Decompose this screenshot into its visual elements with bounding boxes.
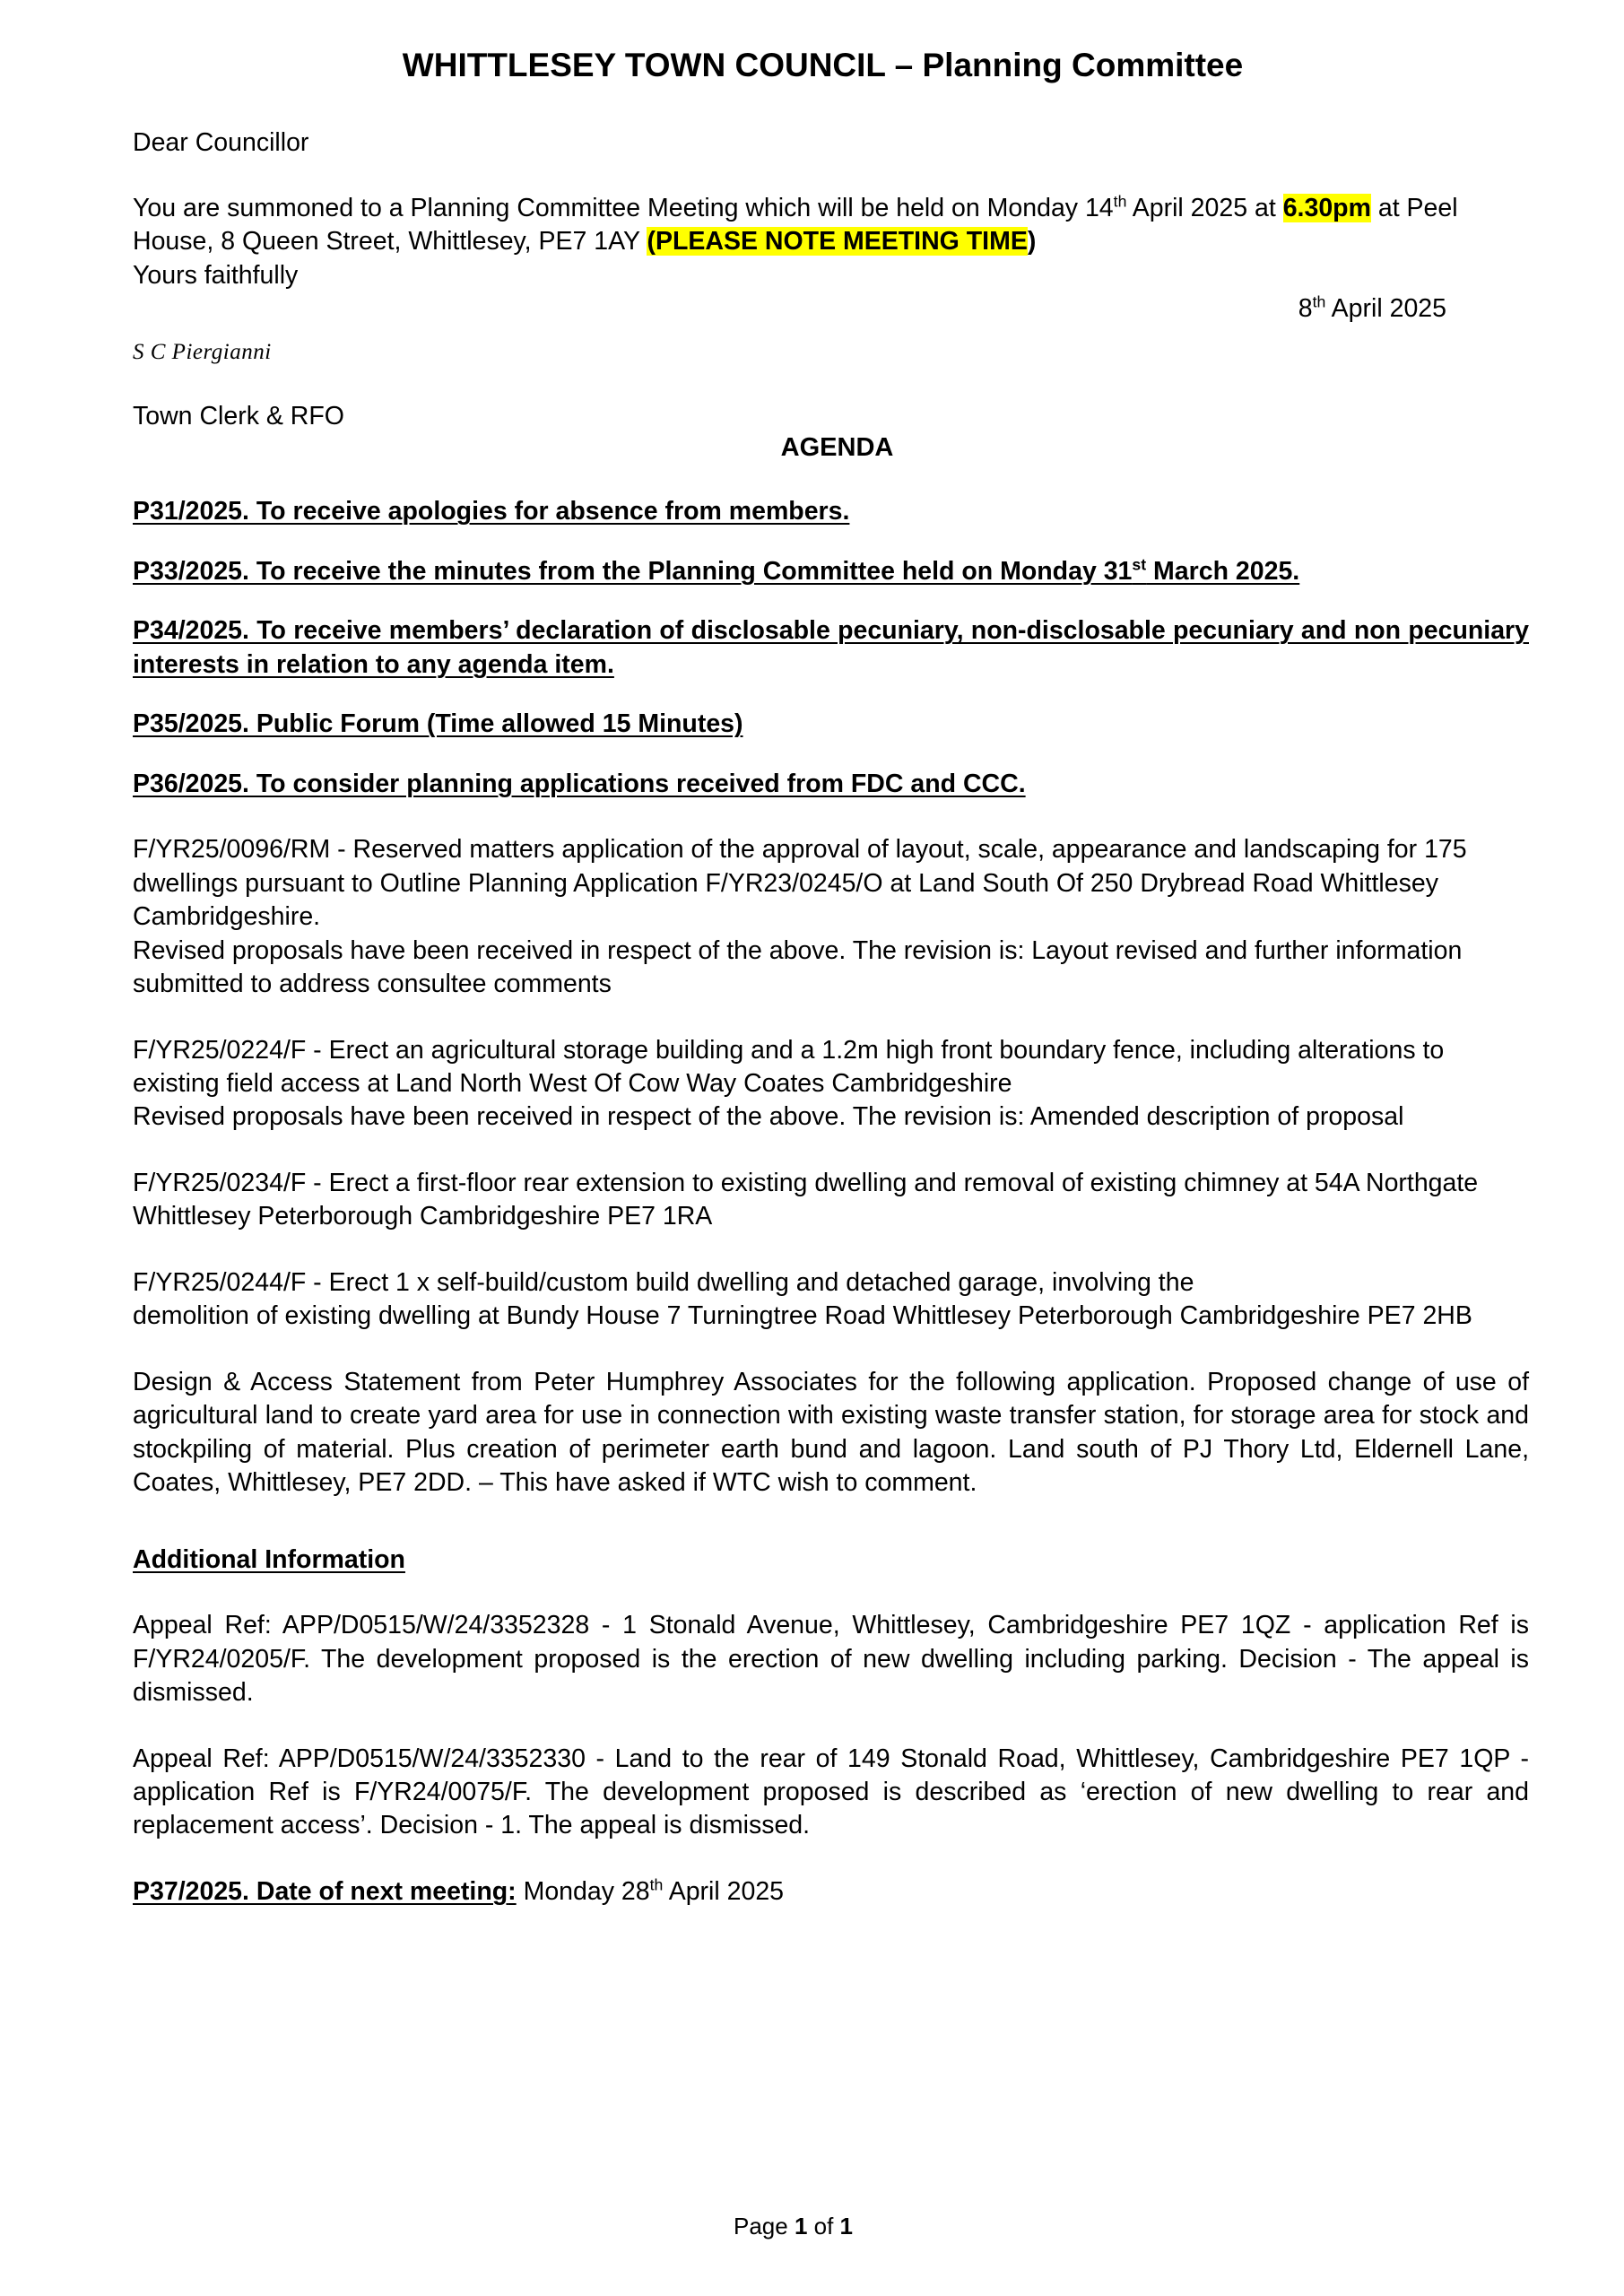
spacer <box>133 1577 1529 1609</box>
agenda-item-p36: P36/2025. To consider planning applications received from FDC and CCC. <box>133 769 1026 798</box>
next-meeting-value-a: Monday 28 <box>516 1876 650 1906</box>
additional-information-heading-wrap <box>133 1544 1529 1577</box>
salutation: Dear Councillor <box>133 127 309 157</box>
spacer <box>133 326 1529 339</box>
spacer <box>133 588 1529 614</box>
meeting-time-note: (PLEASE NOTE MEETING TIME <box>647 227 1028 257</box>
spacer <box>133 1334 1529 1366</box>
letter-date-day: 8 <box>1298 294 1313 324</box>
meeting-time-highlight: 6.30pm <box>1282 194 1371 223</box>
next-meeting-colon: : <box>508 1876 517 1906</box>
design-access-statement: Design & Access Statement from Peter Humphrey Associates for the following application. Proposed change of use of agricultural land to create yard area for use in connection with existing waste transfer station, for storage area for stock and stockpiling of material. Plus creation of perimeter earth bund and lagoon. Land south of PJ Thory Ltd, Eldernell Lane, Coates, Whittlesey, PE7 2DD. – This have asked if WTC wish to comment. <box>133 1367 1529 1498</box>
summons-venue: at Peel House, 8 Queen Street, Whittlesey, PE7 1AY <box>133 194 1458 257</box>
next-meeting <box>133 1875 1529 1909</box>
agenda-item-p33-sup: st <box>1132 555 1147 574</box>
page-footer <box>0 2213 1624 2240</box>
agenda-item-p33 <box>133 555 1529 588</box>
summons-paragraph <box>133 192 1529 259</box>
application-0244-line2: demolition of existing dwelling at Bundy House 7 Turningtree Road Whittlesey Peterborough Cambridgeshire PE7 2HB <box>133 1301 1472 1331</box>
spacer <box>133 529 1529 555</box>
spacer <box>133 1135 1529 1167</box>
application-0096-revision: Revised proposals have been received in respect of the above. The revision is: Layout revised and further information submitted to address consultee comments <box>133 935 1463 999</box>
spacer <box>133 682 1529 708</box>
agenda-item-p33-prefix: P33/2025. To receive the minutes from the Planning Committee held on Monday 31 <box>133 556 1133 586</box>
summons-line1-b: April 2025 at <box>1126 194 1283 223</box>
signature-title: Town Clerk & RFO <box>133 401 344 430</box>
footer-prefix: Page <box>733 2213 795 2239</box>
letter-date-sup: th <box>1312 292 1326 311</box>
letter-date <box>133 292 1529 326</box>
closing-salutation: Yours faithfully <box>133 260 299 290</box>
agenda-item-p33-suffix: March 2025. <box>1146 556 1300 586</box>
footer-middle: of <box>807 2213 840 2239</box>
spacer <box>133 1710 1529 1743</box>
next-meeting-sup: th <box>649 1875 664 1894</box>
spacer <box>133 1843 1529 1875</box>
agenda-item-p31: P31/2025. To receive apologies for absence from members. <box>133 497 850 526</box>
appeal-3352328: Appeal Ref: APP/D0515/W/24/3352328 - 1 Stonald Avenue, Whittlesey, Cambridgeshire PE7 1QZ - application Ref is F/YR24/0205/F. The development proposed is the erection of new dwelling including parking. Decision - The appeal is dismissed. <box>133 1611 1529 1708</box>
next-meeting-label: P37/2025. Date of next meeting <box>133 1876 508 1906</box>
next-meeting-value-b: April 2025 <box>663 1876 785 1906</box>
application-0234-description: F/YR25/0234/F - Erect a first-floor rear extension to existing dwelling and removal of existing chimney at 54A Northgate Whittlesey Peterborough Cambridgeshire PE7 1RA <box>133 1168 1479 1231</box>
spacer <box>133 1500 1529 1544</box>
spacer <box>133 1234 1529 1266</box>
appeal-3352330: Appeal Ref: APP/D0515/W/24/3352330 - Land to the rear of 149 Stonald Road, Whittlesey, Cambridgeshire PE7 1QP - application Ref is F/YR24/0075/F. The development proposed is described as ‘erection of new dwelling to rear and replacement access’. Decision - 1. The appeal is dismissed. <box>133 1744 1529 1840</box>
meeting-time-note-close: ) <box>1027 227 1037 257</box>
spacer <box>133 366 1529 400</box>
application-0224-revision: Revised proposals have been received in respect of the above. The revision is: Amended description of proposal <box>133 1102 1404 1132</box>
footer-current-page: 1 <box>794 2213 808 2239</box>
application-0096-description: F/YR25/0096/RM - Reserved matters application of the approval of layout, scale, appearance and landscaping for 175 dwellings pursuant to Outline Planning Application F/YR23/0245/O at Land South Of 250 Drybread Road Whittlesey Cambridgeshire. <box>133 835 1467 932</box>
signature: S C Piergianni <box>133 339 272 364</box>
additional-information-heading: Additional Information <box>133 1544 405 1574</box>
page-title: WHITTLESEY TOWN COUNCIL – Planning Committee <box>402 47 1244 83</box>
summons-line1-a: You are summoned to a Planning Committee Meeting which will be held on Monday 14 <box>133 194 1114 223</box>
footer-total-pages: 1 <box>839 2213 854 2239</box>
spacer <box>133 1002 1529 1034</box>
agenda-item-p35: P35/2025. Public Forum (Time allowed 15 Minutes) <box>133 709 743 739</box>
summons-ordinal-sup: th <box>1113 192 1127 211</box>
application-0224-description: F/YR25/0224/F - Erect an agricultural storage building and a 1.2m high front boundary fence, including alterations to existing field access at Land North West Of Cow Way Coates Cambridgeshire <box>133 1035 1445 1098</box>
spacer <box>133 801 1529 833</box>
agenda-heading: AGENDA <box>780 433 894 463</box>
application-0244-line1: F/YR25/0244/F - Erect 1 x self-build/custom build dwelling and detached garage, involving the <box>133 1267 1194 1297</box>
letter-date-rest: April 2025 <box>1325 294 1446 324</box>
spacer <box>133 160 1529 192</box>
spacer <box>133 742 1529 768</box>
spacer <box>133 463 1529 495</box>
agenda-item-p34: P34/2025. To receive members’ declaration of disclosable pecuniary, non-disclosable pecuniary and non pecuniary interests in relation to any agenda item. <box>133 616 1529 679</box>
